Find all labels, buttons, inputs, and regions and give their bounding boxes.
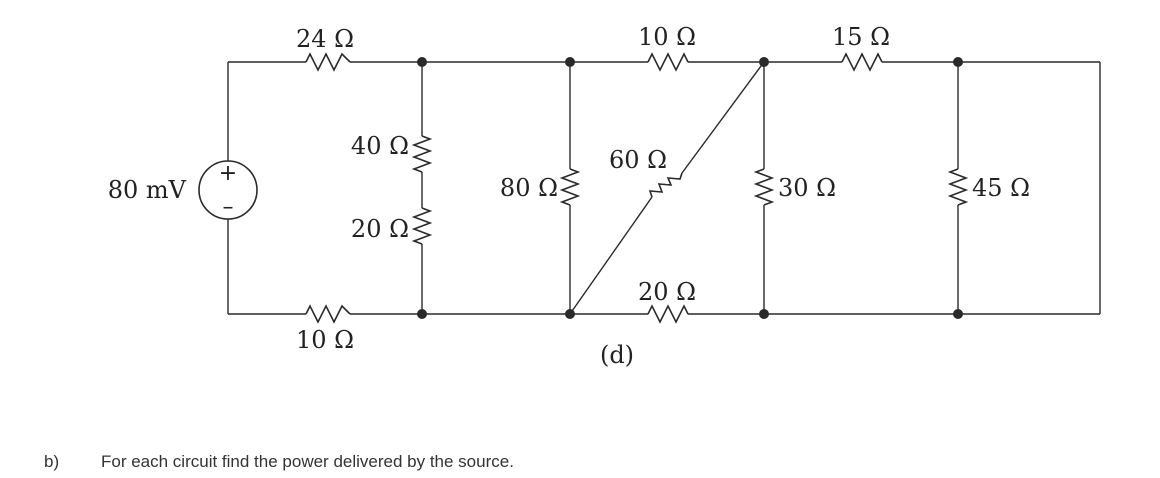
resistor-10-bottom-symbol	[306, 306, 350, 322]
source-label: 80 mV	[107, 176, 186, 204]
source-plus-sign: +	[218, 161, 238, 186]
resistor-10-top-symbol	[648, 54, 688, 70]
resistor-15-symbol	[842, 54, 882, 70]
resistor-24-label: 24 Ω	[295, 25, 355, 53]
resistor-20-mid-label: 20 Ω	[350, 215, 409, 243]
voltage-source	[199, 161, 257, 220]
resistor-40-label: 40 Ω	[350, 132, 409, 160]
resistor-10-top-label: 10 Ω	[637, 23, 697, 51]
resistor-20-mid-symbol	[414, 208, 430, 244]
resistor-15-label: 15 Ω	[831, 23, 891, 51]
resistor-40-symbol	[414, 136, 430, 172]
circuit-caption: (d)	[599, 341, 635, 369]
resistor-30-symbol	[756, 169, 772, 205]
resistor-20-bottom-label: 20 Ω	[637, 278, 697, 306]
resistor-80-label: 80 Ω	[499, 174, 558, 202]
source-minus-sign: –	[222, 195, 234, 220]
circuit-wires	[228, 62, 1100, 314]
resistor-24-symbol	[306, 54, 350, 70]
question-label: b)	[44, 452, 60, 471]
resistor-45-label: 45 Ω	[972, 174, 1031, 202]
resistor-80-symbol	[562, 169, 578, 205]
resistor-60-symbol	[650, 173, 682, 197]
resistor-60-label: 60 Ω	[608, 146, 668, 174]
resistor-30-label: 30 Ω	[778, 174, 837, 202]
resistor-45-symbol	[950, 169, 966, 205]
resistor-20-bottom-symbol	[648, 306, 688, 322]
question-text: For each circuit find the power delivered by the source.	[101, 452, 514, 471]
resistor-10-bottom-label: 10 Ω	[295, 326, 355, 354]
